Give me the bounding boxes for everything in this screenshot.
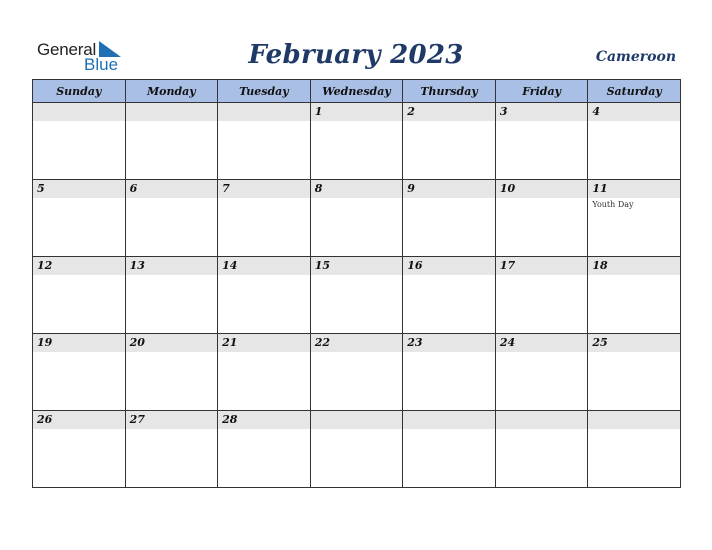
day-cell [33, 103, 126, 180]
day-number-strip [588, 334, 680, 352]
day-number: 6 [129, 182, 138, 195]
day-cell [33, 334, 126, 411]
weekday-header: Saturday [588, 80, 681, 103]
day-number-strip [126, 257, 218, 275]
day-number-strip [218, 257, 310, 275]
day-number: 28 [222, 413, 238, 426]
day-cell [218, 180, 311, 257]
day-cell [125, 103, 218, 180]
day-number-strip [403, 257, 495, 275]
day-number: 17 [499, 259, 516, 272]
day-cell [495, 334, 588, 411]
day-cell [495, 103, 588, 180]
day-number-strip [403, 103, 495, 121]
day-number: 11 [592, 182, 608, 195]
day-cell [403, 411, 496, 488]
day-number-strip [496, 103, 588, 121]
day-cell [495, 257, 588, 334]
day-number-strip [311, 411, 403, 429]
day-number: 10 [499, 182, 516, 195]
day-cell [495, 411, 588, 488]
day-number-strip [496, 257, 588, 275]
day-cell [588, 334, 681, 411]
day-number: 3 [499, 105, 508, 118]
day-number: 27 [129, 413, 145, 426]
logo-general-text: General [37, 40, 97, 59]
weekday-header-row [33, 80, 681, 103]
day-number-strip [311, 103, 403, 121]
day-number: 13 [129, 259, 145, 272]
week-row [33, 257, 681, 334]
week-row [33, 411, 681, 488]
day-cell [310, 180, 403, 257]
day-number: 19 [37, 336, 53, 349]
day-number-strip [403, 334, 495, 352]
day-cell [218, 103, 311, 180]
day-number-strip [588, 411, 680, 429]
week-row [33, 334, 681, 411]
day-cell [495, 180, 588, 257]
day-cell [310, 411, 403, 488]
day-number: 23 [407, 336, 423, 349]
day-number-strip [588, 103, 680, 121]
logo-blue-text: Blue [84, 55, 119, 74]
day-number: 16 [407, 259, 423, 272]
day-number-strip [126, 334, 218, 352]
day-number: 25 [592, 336, 608, 349]
day-number-strip [33, 257, 125, 275]
day-cell [125, 411, 218, 488]
day-number-strip [588, 257, 680, 275]
day-number: 5 [37, 182, 45, 195]
day-number-strip [311, 257, 403, 275]
day-number-strip [218, 103, 310, 121]
day-number-strip [126, 411, 218, 429]
day-number: 15 [314, 259, 330, 272]
day-number: 18 [592, 259, 608, 272]
day-cell [310, 257, 403, 334]
day-number-strip [403, 411, 495, 429]
country-label: Cameroon [595, 49, 676, 65]
day-cell [33, 257, 126, 334]
day-number-strip [588, 180, 680, 198]
day-cell [588, 103, 681, 180]
weekday-header: Tuesday [218, 80, 311, 103]
day-number: 24 [499, 336, 516, 349]
day-cell [218, 411, 311, 488]
day-number-strip [126, 180, 218, 198]
day-cell [310, 103, 403, 180]
week-row [33, 180, 681, 257]
day-number-strip [33, 103, 125, 121]
day-number: 12 [37, 259, 53, 272]
day-number: 7 [222, 182, 230, 195]
weekday-header: Wednesday [310, 80, 403, 103]
day-number: 4 [592, 105, 601, 118]
day-number-strip [311, 180, 403, 198]
day-number-strip [33, 411, 125, 429]
day-number-strip [311, 334, 403, 352]
day-cell [403, 257, 496, 334]
day-cell [125, 334, 218, 411]
day-number: 22 [314, 336, 330, 349]
day-number-strip [33, 334, 125, 352]
day-number-strip [33, 180, 125, 198]
day-cell [33, 411, 126, 488]
day-number: 8 [314, 182, 323, 195]
holiday-label: Youth Day [592, 200, 634, 209]
day-number-strip [496, 411, 588, 429]
day-cell [588, 180, 681, 257]
day-number-strip [496, 180, 588, 198]
weekday-header: Sunday [33, 80, 126, 103]
day-number-strip [218, 334, 310, 352]
calendar-body [33, 103, 681, 488]
day-cell [403, 180, 496, 257]
weekday-header: Friday [495, 80, 588, 103]
day-number: 9 [407, 182, 415, 195]
day-cell [125, 180, 218, 257]
day-cell [403, 334, 496, 411]
week-row [33, 103, 681, 180]
day-cell [310, 334, 403, 411]
day-number-strip [496, 334, 588, 352]
day-number: 26 [37, 413, 53, 426]
day-number-strip [218, 180, 310, 198]
day-number-strip [126, 103, 218, 121]
weekday-header: Thursday [403, 80, 496, 103]
day-cell [403, 103, 496, 180]
day-number: 14 [222, 259, 238, 272]
day-cell [218, 257, 311, 334]
day-number-strip [218, 411, 310, 429]
day-cell [218, 334, 311, 411]
day-cell [588, 411, 681, 488]
day-cell [125, 257, 218, 334]
calendar-title: February 2023 [248, 40, 464, 70]
day-number-strip [403, 180, 495, 198]
day-number: 20 [129, 336, 145, 349]
month-calendar [32, 79, 681, 488]
day-cell [588, 257, 681, 334]
day-number: 21 [222, 336, 238, 349]
weekday-header: Monday [125, 80, 218, 103]
day-cell [33, 180, 126, 257]
day-number: 1 [314, 105, 323, 118]
day-number: 2 [407, 105, 415, 118]
